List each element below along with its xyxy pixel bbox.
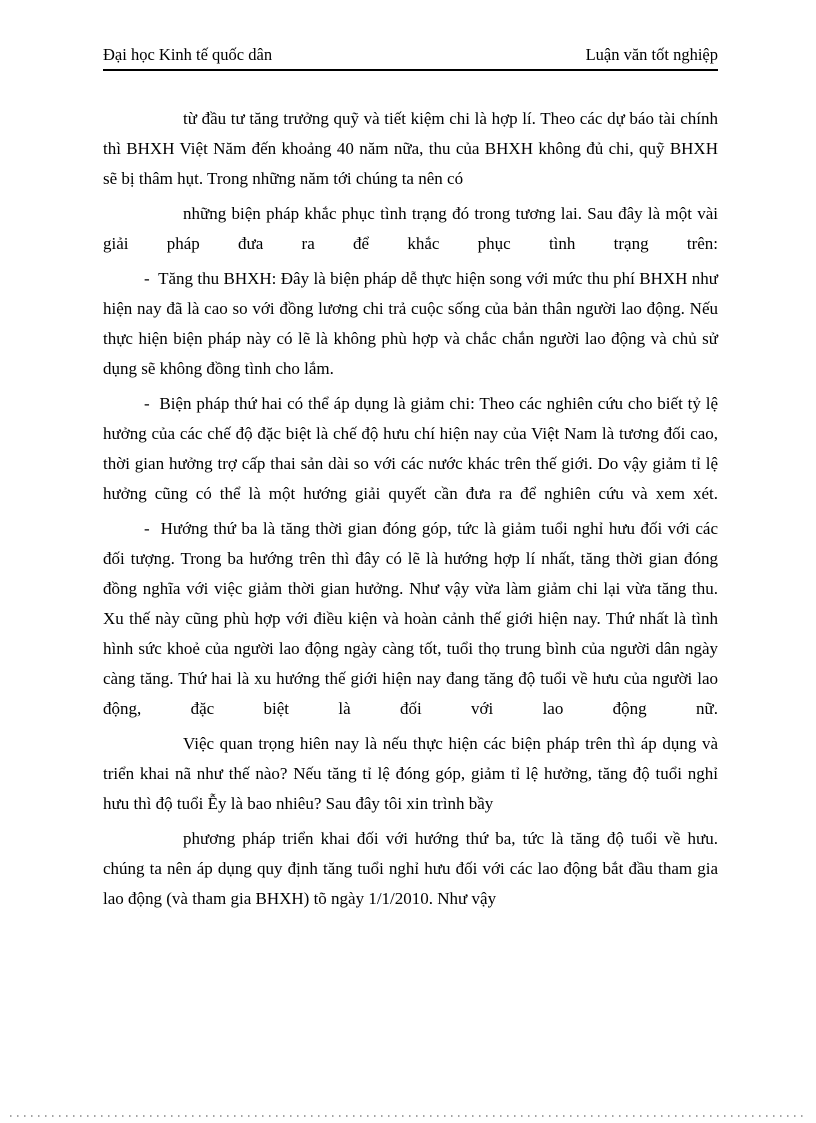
- paragraph-implementation-question: Việc quan trọng hiên nay là nếu thực hiện các biện pháp trên thì áp dụng và triển khai nã như thế nào? Nếu tăng tỉ lệ đóng góp, giảm tỉ lệ hưởng, tăng độ tuổi nghỉ hưu thì độ tuổi Ễy là bao nhiêu? Sau đây tôi xin trình bầy: [103, 734, 718, 813]
- paragraph-solutions-lead: những biện pháp khắc phục tình trạng đó trong tương lai. Sau đây là một vài giải pháp đưa ra để khắc phục tình trạng trên:: [103, 204, 718, 253]
- page-bottom-dotted-divider: [10, 1115, 806, 1117]
- paragraph-bullet-increase-revenue: - Tăng thu BHXH: Đây là biện pháp dễ thực hiện song với mức thu phí BHXH như hiện nay đã là cao so với đồng lương chi trả cuộc sống của bản thân người lao động. Nếu thực hiện biện pháp này có lẽ là không phù hợp và chắc chắn người lao động và chủ sử dụng sẽ không đồng tình cho lắm.: [103, 269, 718, 378]
- header-left-title: Đại học Kinh tế quốc dân: [103, 45, 273, 64]
- paragraph-bullet-reduce-spending: - Biện pháp thứ hai có thể áp dụng là giảm chi: Theo các nghiên cứu cho biết tỷ lệ hưởng của các chế độ đặc biệt là chế độ hưu chí hiện nay của Việt Nam là tương đối cao, thời gian hưởng trợ cấp thai sản dài so với các nước khác trên thế giới. Do vậy giảm tỉ lệ hưởng cũng có thể là một hướng giải quyết cần đưa ra để nghiên cứu và xem xét.: [103, 394, 718, 503]
- paragraph-bullet-increase-contribution-time: - Hướng thứ ba là tăng thời gian đóng góp, tức là giảm tuổi nghỉ hưu đối với các đối tượng. Trong ba hướng trên thì đây có lẽ là hướng hợp lí nhất, tăng thời gian đóng đồng nghĩa với việc giảm thời gian hưởng. Như vậy vừa làm giảm chi lại vừa tăng thu. Xu thế này cũng phù hợp với điều kiện và hoàn cảnh thế giới hiện nay. Thứ nhất là tình hình sức khoẻ của người lao động ngày càng tốt, tuổi thọ trung bình của người dân ngày càng tăng. Thứ hai là xu hướng thế giới hiện nay đang tăng độ tuổi về hưu của người lao động, đặc biệt là đối với lao động nữ.: [103, 519, 718, 718]
- paragraph-method-third-option: phương pháp triển khai đối với hướng thứ ba, tức là tăng độ tuổi về hưu. chúng ta nên áp dụng quy định tăng tuổi nghỉ hưu đối với các lao động bắt đầu tham gia lao động (và tham gia BHXH) tõ ngày 1/1/2010. Như vậy: [103, 829, 718, 908]
- header-right-title: Luận văn tốt nghiệp: [585, 45, 718, 64]
- page-header: [103, 45, 718, 71]
- document-body: [103, 104, 718, 919]
- paragraph-intro: từ đầu tư tăng trưởng quỹ và tiết kiệm chi là hợp lí. Theo các dự báo tài chính thì BHXH Việt Năm đến khoảng 40 năm nữa, thu của BHXH không đủ chi, quỹ BHXH sẽ bị thâm hụt. Trong những năm tới chúng ta nên có: [103, 109, 718, 188]
